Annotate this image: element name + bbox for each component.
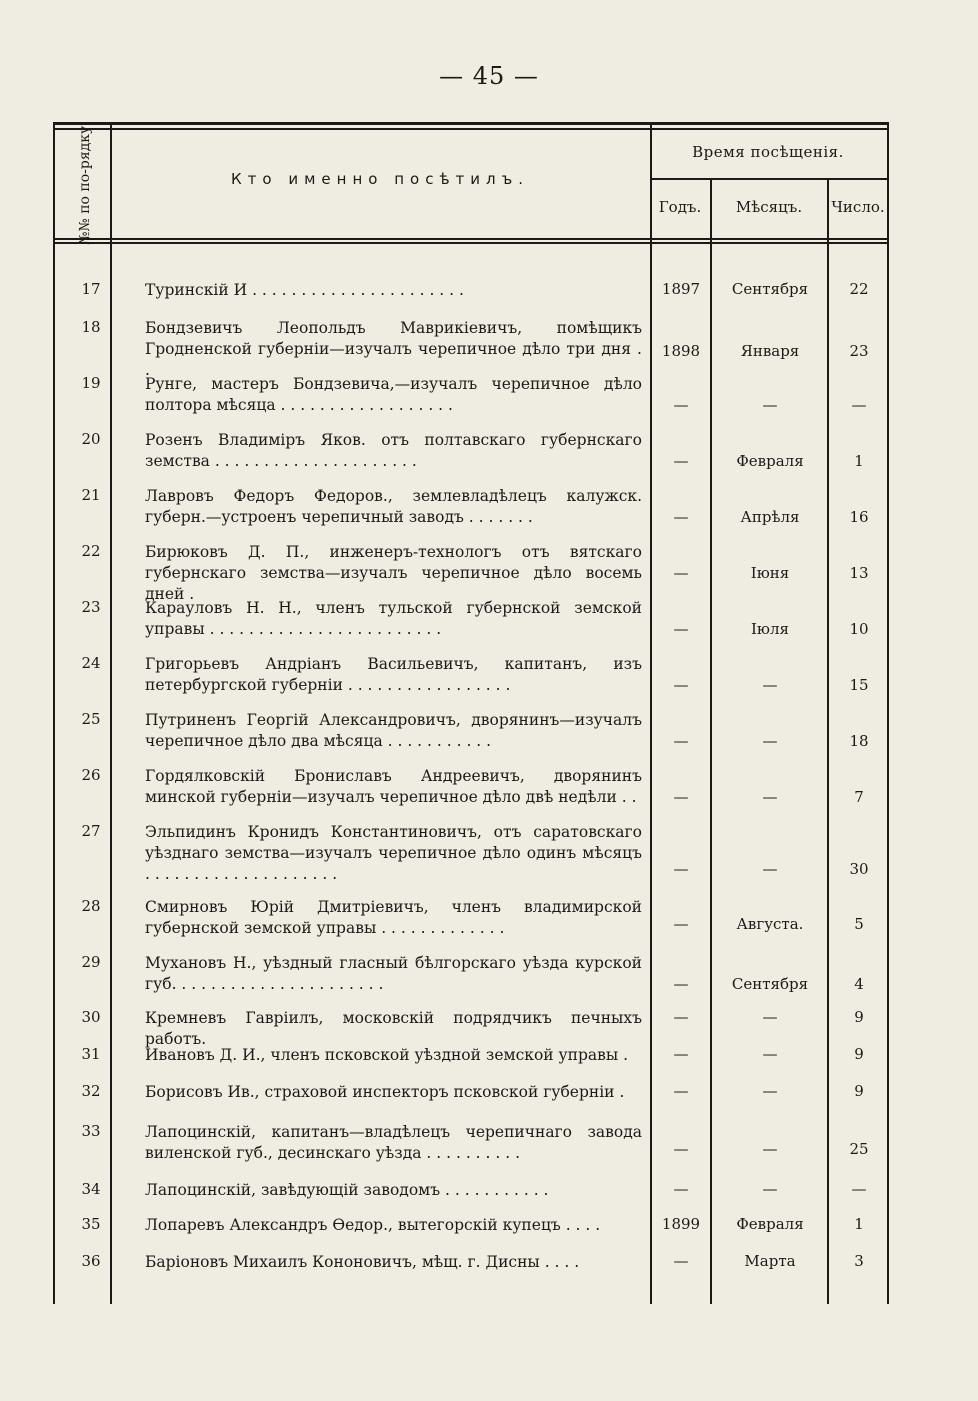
row-number: 28 (81, 897, 101, 915)
visit-day: 13 (849, 564, 869, 582)
header-year: Годъ. (658, 198, 702, 216)
visit-year: — (673, 915, 689, 933)
visitor-description-text: Ивановъ Д. И., членъ псковской уѣздной земской управы . (145, 1046, 629, 1064)
visitor-description (145, 1180, 642, 1201)
visitor-description-text: Эльпидинъ Кронидъ Константиновичъ, отъ саратовскаго уѣзднаго земства—изучалъ черепичное дѣло одинъ мѣсяцъ . . . . . . . . . . . . . . . . . . . . (145, 823, 642, 883)
visit-year: — (673, 732, 689, 750)
visit-year: — (673, 1008, 689, 1026)
visitor-description (145, 897, 642, 939)
visit-day: 1 (854, 1215, 864, 1233)
visit-month: Февраля (736, 452, 804, 470)
visit-day: 3 (854, 1252, 864, 1270)
visit-day: 22 (849, 280, 869, 298)
visit-day: 30 (849, 860, 869, 878)
header-order-number (60, 121, 110, 245)
visit-day: 25 (849, 1140, 869, 1158)
visitor-description (145, 598, 642, 640)
visitor-description-text: Мухановъ Н., уѣздный гласный бѣлгорскаго уѣзда курской губ. . . . . . . . . . . . . . . . . . . . . . (145, 954, 642, 993)
visit-month: — (762, 860, 778, 878)
visit-month: — (762, 1180, 778, 1198)
row-number: 18 (81, 318, 101, 336)
visit-year: 1898 (661, 342, 701, 360)
visit-month: Сентября (731, 975, 809, 993)
visit-day: 23 (849, 342, 869, 360)
row-number: 21 (81, 486, 101, 504)
visit-day: 4 (854, 975, 864, 993)
visit-month: Сентября (731, 280, 809, 298)
visit-month: — (762, 1008, 778, 1026)
visitor-description-text: Бондзевичъ Леопольдъ Маврикіевичъ, помѣщикъ Гродненской губерніи—изучалъ черепичное дѣло три дня . . (145, 319, 642, 379)
header-bottom-rule (53, 238, 889, 240)
visitor-description (145, 953, 642, 995)
row-number: 19 (81, 374, 101, 392)
visitor-description (145, 1082, 642, 1103)
row-number: 23 (81, 598, 101, 616)
visit-year: — (673, 860, 689, 878)
visitor-description-text: Рунге, мастеръ Бондзевича,—изучалъ черепичное дѣло полтора мѣсяца . . . . . . . . . . . . . . . . . . (145, 375, 642, 414)
visit-day: 1 (854, 452, 864, 470)
visit-year: — (673, 1140, 689, 1158)
visit-month: — (762, 676, 778, 694)
visitor-description (145, 374, 642, 416)
visit-year: — (673, 676, 689, 694)
row-number: 26 (81, 766, 101, 784)
visit-day: 15 (849, 676, 869, 694)
visit-year: 1899 (661, 1215, 701, 1233)
row-number: 31 (81, 1045, 101, 1063)
visit-month: — (762, 1140, 778, 1158)
visitor-description (145, 1252, 642, 1273)
visitor-description-text: Гордялковскій Брониславъ Андреевичъ, дворянинъ минской губерніи—изучалъ черепичное дѣло двѣ недѣли . . (145, 767, 642, 806)
col-line-right (887, 124, 889, 1304)
row-number: 17 (81, 280, 101, 298)
col-line-left (53, 124, 55, 1304)
row-number: 34 (81, 1180, 101, 1198)
visit-year: — (673, 975, 689, 993)
visit-month: Марта (744, 1252, 796, 1270)
row-number: 27 (81, 822, 101, 840)
visitor-description-text: Бирюковъ Д. П., инженеръ-технологъ отъ вятскаго губернскаго земства—изучалъ черепичное дѣло восемь дней . (145, 543, 642, 603)
visitor-description-text: Кремневъ Гавріилъ, московскій подрядчикъ печныхъ работъ. (145, 1009, 642, 1048)
visitor-description-text: Баріоновъ Михаилъ Кононовичъ, мѣщ. г. Дисны . . . . (145, 1253, 580, 1271)
visitor-description (145, 542, 642, 605)
visit-day: 9 (854, 1082, 864, 1100)
visitor-description (145, 318, 642, 381)
row-number: 29 (81, 953, 101, 971)
row-number: 32 (81, 1082, 101, 1100)
visit-month: — (762, 1045, 778, 1063)
visitor-description-text: Лавровъ Федоръ Федоров., землевладѣлецъ калужск. губерн.—устроенъ черепичный заводъ . . . . . . . (145, 487, 642, 526)
row-number: 35 (81, 1215, 101, 1233)
row-number: 20 (81, 430, 101, 448)
visitor-description-text: Карауловъ Н. Н., членъ тульской губернской земской управы . . . . . . . . . . . . . . . . . . . . . . . . (145, 599, 642, 638)
visit-month: Августа. (736, 915, 804, 933)
row-number: 30 (81, 1008, 101, 1026)
visit-day: 5 (854, 915, 864, 933)
visitor-description (145, 280, 642, 301)
visitor-description-text: Туринскій И . . . . . . . . . . . . . . . . . . . . . . (145, 281, 464, 299)
header-month: Мѣсяцъ. (735, 198, 803, 216)
visit-month: — (762, 732, 778, 750)
visitor-description (145, 1045, 642, 1066)
visitor-description-text: Лопаревъ Александръ Өедор., вытегорскій купецъ . . . . (145, 1216, 601, 1234)
visitor-description (145, 766, 642, 808)
row-number: 24 (81, 654, 101, 672)
header-day: Число. (831, 198, 885, 216)
visitor-description (145, 1215, 642, 1236)
header-who-visited: Кто именно посѣтилъ. (231, 170, 529, 188)
visitor-description-text: Борисовъ Ив., страховой инспекторъ псковской губерніи . (145, 1083, 625, 1101)
visitor-description (145, 654, 642, 696)
visitor-description (145, 822, 642, 885)
page-number: — 45 — (439, 62, 539, 90)
visitor-description (145, 710, 642, 752)
visit-year: — (673, 1180, 689, 1198)
row-number: 22 (81, 542, 101, 560)
visit-day: 7 (854, 788, 864, 806)
visitor-description (145, 1122, 642, 1164)
visit-year: — (673, 508, 689, 526)
visitor-description-text: Путриненъ Георгій Александровичъ, дворянинъ—изучалъ черепичное дѣло два мѣсяца . . . . . . . . . . . (145, 711, 642, 750)
header-bottom-rule-2 (53, 242, 889, 244)
visit-year: — (673, 1045, 689, 1063)
row-number: 25 (81, 710, 101, 728)
visitor-description-text: Розенъ Владиміръ Яков. отъ полтавскаго губернскаго земства . . . . . . . . . . . . . . . . . . . . . (145, 431, 642, 470)
visit-month: Іюня (750, 564, 790, 582)
visit-month: — (762, 396, 778, 414)
header-visit-time: Время посѣщенія. (692, 143, 844, 161)
visit-day: — (851, 396, 867, 414)
visitor-description (145, 1008, 642, 1050)
col-line-who (650, 124, 652, 1304)
visit-month: — (762, 788, 778, 806)
row-number: 36 (81, 1252, 101, 1270)
visit-year: — (673, 564, 689, 582)
visitor-description (145, 430, 642, 472)
header-order-number-label: №№ по по-рядку. (77, 121, 93, 245)
visit-day: — (851, 1180, 867, 1198)
visit-year: — (673, 788, 689, 806)
visit-day: 18 (849, 732, 869, 750)
table-top-rule (53, 128, 889, 130)
visit-year: — (673, 1252, 689, 1270)
visitor-description-text: Лапоцинскій, капитанъ—владѣлецъ черепичнаго завода виленской губ., десинскаго уѣзда . . . . . . . . . . (145, 1123, 642, 1162)
visit-day: 9 (854, 1008, 864, 1026)
visitor-description-text: Григорьевъ Андріанъ Васильевичъ, капитанъ, изъ петербургской губерніи . . . . . . . . . . . . . . . . . (145, 655, 642, 694)
visit-year: — (673, 452, 689, 470)
visit-year: — (673, 620, 689, 638)
visit-month: Января (740, 342, 800, 360)
visitor-description (145, 486, 642, 528)
time-subheader-rule (650, 178, 888, 180)
visit-day: 10 (849, 620, 869, 638)
visit-year: — (673, 1082, 689, 1100)
visit-year: 1897 (661, 280, 701, 298)
row-number: 33 (81, 1122, 101, 1140)
visitor-description-text: Смирновъ Юрій Дмитріевичъ, членъ владимирской губернской земской управы . . . . . . . . . . . . . (145, 898, 642, 937)
visitor-description-text: Лапоцинскій, завѣдующій заводомъ . . . . . . . . . . . (145, 1181, 549, 1199)
visit-day: 16 (849, 508, 869, 526)
visit-month: Апрѣля (740, 508, 800, 526)
visit-month: Іюля (751, 620, 789, 638)
visit-year: — (673, 396, 689, 414)
visit-day: 9 (854, 1045, 864, 1063)
visit-month: — (762, 1082, 778, 1100)
visit-month: Февраля (736, 1215, 804, 1233)
